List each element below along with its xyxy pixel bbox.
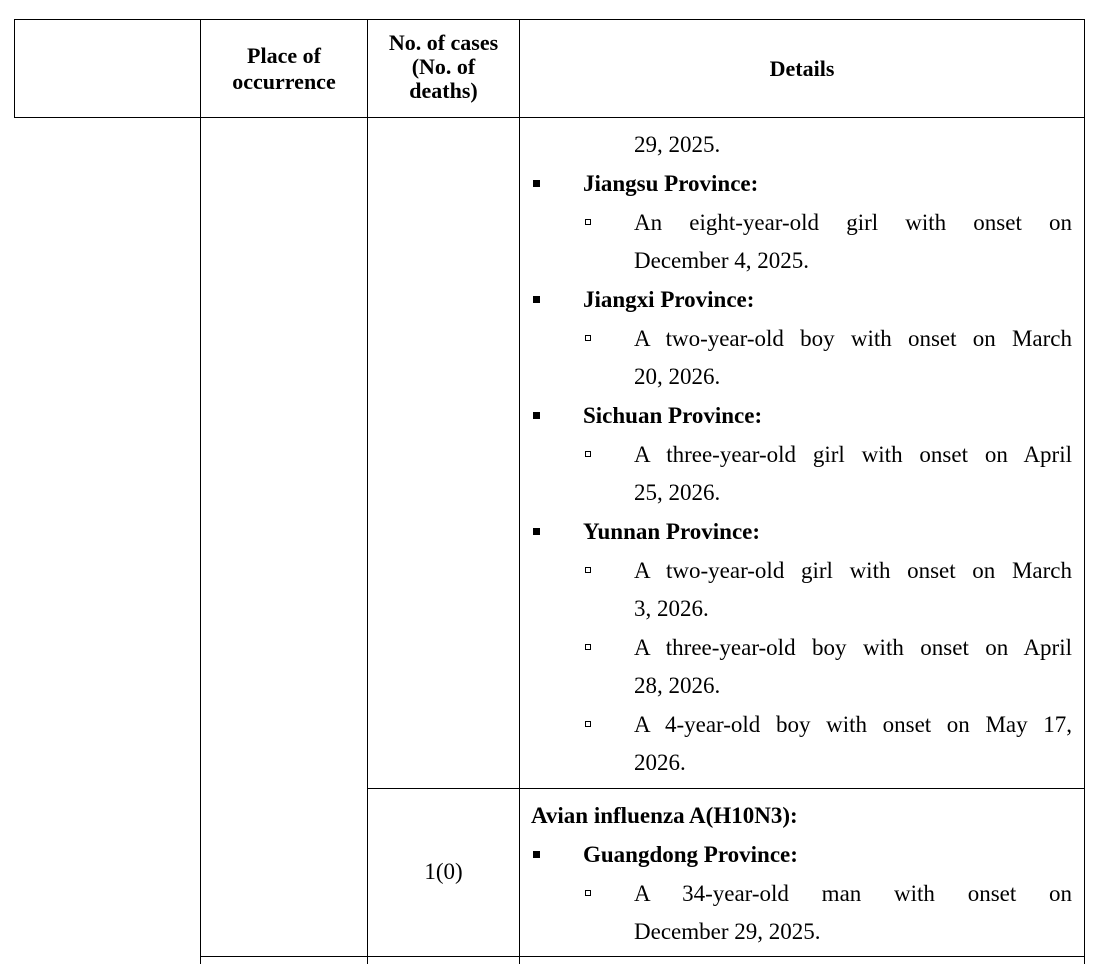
province-yunnan: Yunnan Province: <box>583 519 761 544</box>
hollow-square-bullet-icon <box>585 644 591 650</box>
header-bottom-border <box>14 117 1085 118</box>
case-jiangsu-1-line-2: December 4, 2025. <box>634 248 809 273</box>
column-divider-1 <box>200 19 201 964</box>
hollow-square-bullet-icon <box>585 890 591 896</box>
hollow-square-bullet-icon <box>585 721 591 727</box>
hollow-square-bullet-icon <box>585 335 591 341</box>
table-right-border <box>1084 19 1085 964</box>
row-divider-bottom <box>200 956 1085 957</box>
column-divider-2 <box>367 19 368 964</box>
table-top-border <box>14 19 1085 20</box>
header-details-label: Details <box>769 56 835 81</box>
header-cases-line-2: (No. of <box>411 54 476 79</box>
hollow-square-bullet-icon <box>585 451 591 457</box>
header-place-line-1: Place of <box>247 43 321 68</box>
virus-name-h10n3: Avian influenza A(H10N3): <box>531 803 798 828</box>
continued-date: 29, 2025. <box>634 132 721 157</box>
row-divider <box>367 788 1085 789</box>
case-yunnan-3-line-1: A 4-year-old boy with onset on May 17, <box>634 712 1072 737</box>
case-yunnan-2-line-2: 28, 2026. <box>634 673 721 698</box>
header-cases-line-3: deaths) <box>409 78 478 103</box>
province-sichuan: Sichuan Province: <box>583 403 763 428</box>
square-bullet-icon <box>533 412 540 419</box>
header-place-line-2: occurrence <box>232 69 336 94</box>
case-yunnan-1-line-1: A two-year-old girl with onset on March <box>634 558 1072 583</box>
hollow-square-bullet-icon <box>585 567 591 573</box>
square-bullet-icon <box>533 180 540 187</box>
header-details <box>520 58 1084 80</box>
header-place-of-occurrence <box>201 45 367 93</box>
case-yunnan-1-line-2: 3, 2026. <box>634 596 709 621</box>
column-divider-3 <box>519 19 520 964</box>
square-bullet-icon <box>533 296 540 303</box>
province-guangdong: Guangdong Province: <box>583 842 798 867</box>
header-cases-line-1: No. of cases <box>388 30 499 55</box>
header-number-of-cases <box>368 32 519 102</box>
case-yunnan-3-line-2: 2026. <box>634 750 686 775</box>
case-yunnan-2-line-1: A three-year-old boy with onset on April <box>634 635 1072 660</box>
case-sichuan-1-line-1: A three-year-old girl with onset on April <box>634 442 1072 467</box>
case-jiangxi-1-line-1: A two-year-old boy with onset on March <box>634 326 1072 351</box>
case-guangdong-1-line-2: December 29, 2025. <box>634 919 821 944</box>
province-jiangxi: Jiangxi Province: <box>583 287 755 312</box>
square-bullet-icon <box>533 528 540 535</box>
province-jiangsu: Jiangsu Province: <box>583 171 759 196</box>
case-sichuan-1-line-2: 25, 2026. <box>634 480 721 505</box>
case-jiangsu-1-line-1: An eight-year-old girl with onset on <box>634 210 1072 235</box>
square-bullet-icon <box>533 851 540 858</box>
hollow-square-bullet-icon <box>585 219 591 225</box>
case-count-h10n3: 1(0) <box>424 859 463 884</box>
case-jiangxi-1-line-2: 20, 2026. <box>634 364 721 389</box>
case-guangdong-1-line-1: A 34-year-old man with onset on <box>634 881 1072 906</box>
table-left-border <box>14 19 15 118</box>
